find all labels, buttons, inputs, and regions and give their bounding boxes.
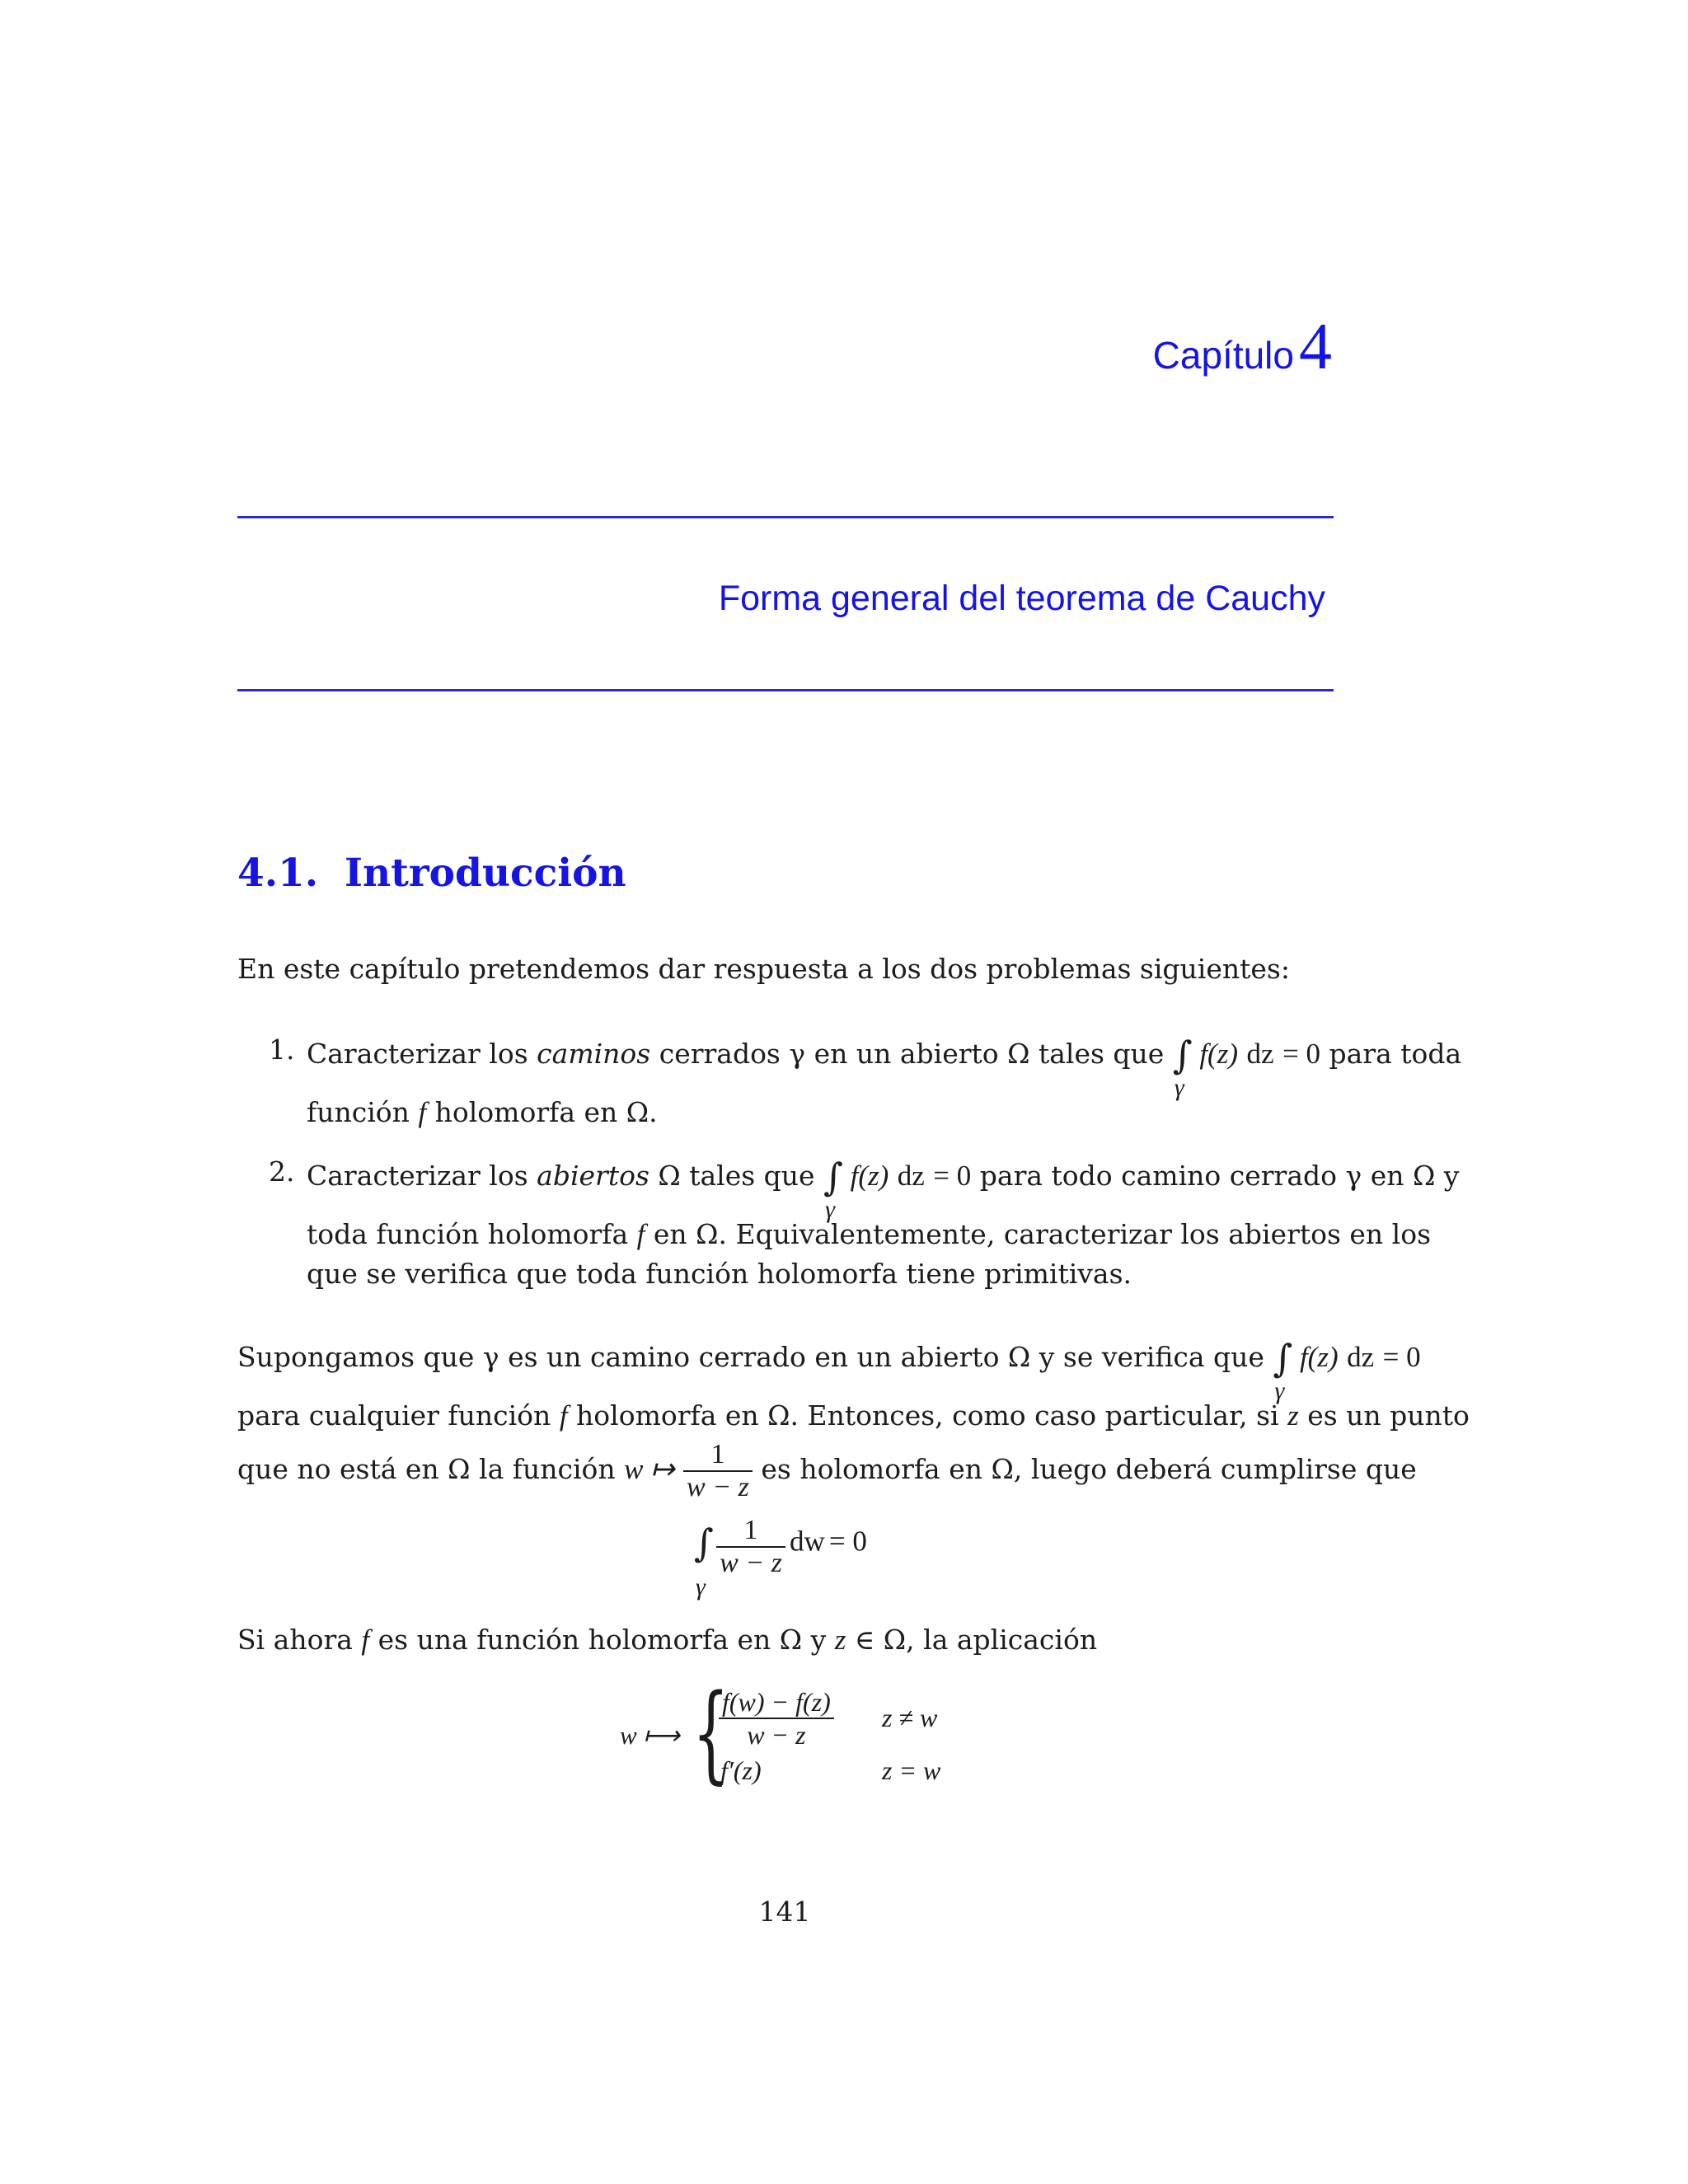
fraction-one-over-w-minus-z: $\frac{1}{w - z}$: [683, 1439, 753, 1503]
integral-sign: ∫ γ: [1173, 1030, 1191, 1074]
list-item-1-line-2: función f holomorfa en Ω.: [307, 1096, 658, 1128]
display-equation-2: [615, 1672, 961, 1797]
condition-1: z ≠ w: [882, 1703, 938, 1732]
left-brace: {: [692, 1672, 729, 1795]
chapter-number: 4: [1299, 311, 1332, 383]
section-title: Introducción: [345, 851, 626, 896]
page-number: 141: [758, 1896, 811, 1928]
emphasis-abiertos: abiertos: [537, 1160, 649, 1192]
integral-sign: ∫ γ: [823, 1152, 842, 1196]
list-item-2-line-3: que se verifica que toda función holomorfa tiene primitivas.: [307, 1258, 1132, 1290]
bottom-rule: [237, 689, 1334, 691]
list-item-2-marker: 2.: [269, 1155, 295, 1188]
math-dz: dz: [1246, 1038, 1274, 1070]
math-maps-short: w ↦: [624, 1453, 675, 1485]
paragraph-1-line-1: Supongamos que γ es un camino cerrado en un abierto Ω y se verifica que ∫ γ f(z) dz = 0: [237, 1333, 1421, 1377]
math-fz: f(z): [1199, 1038, 1238, 1070]
paragraph-1-line-3: que no está en Ω la función w ↦ $\frac{1}{w - z}$ es holomorfa en Ω, luego deberá cumplirse que: [237, 1439, 1417, 1502]
integral-sign: ∫ γ: [694, 1520, 714, 1601]
fraction-one-over-w-minus-z: $\frac{1}{w - z}$: [716, 1515, 785, 1579]
math-maps-long: w ⟼: [620, 1721, 680, 1750]
section-heading: [237, 851, 626, 896]
paragraph-1-line-2: para cualquier función f holomorfa en Ω. Entonces, como caso particular, si z es un punto: [237, 1399, 1470, 1432]
display-equation-1: ∫ γ $\frac{1}{w - z}$ dw = 0: [694, 1515, 867, 1601]
integral-subscript: γ: [825, 1196, 835, 1223]
integral-subscript: γ: [1274, 1377, 1285, 1404]
paragraph-2: Si ahora f es una función holomorfa en Ω y z ∈ Ω, la aplicación: [237, 1624, 1098, 1656]
list-item-2-line-1: Caracterizar los abiertos Ω tales que ∫ γ f(z) dz = 0 para todo camino cerrado γ en Ω y: [307, 1152, 1459, 1196]
integral-subscript: γ: [1174, 1074, 1184, 1101]
list-item-1-marker: 1.: [269, 1033, 295, 1066]
list-item-1-line-1: Caracterizar los caminos cerrados γ en un abierto Ω tales que ∫ γ f(z) dz = 0 para toda: [307, 1030, 1461, 1074]
integral-sign: ∫ γ: [1273, 1333, 1291, 1377]
emphasis-caminos: caminos: [537, 1038, 651, 1070]
chapter-title: Forma general del teorema de Cauchy: [718, 579, 1325, 618]
list-item-2-line-2: toda función holomorfa f en Ω. Equivalentemente, caracterizar los abiertos en los: [307, 1218, 1432, 1250]
top-rule: [237, 516, 1334, 518]
integral-subscript: γ: [696, 1572, 706, 1601]
condition-2: z = w: [882, 1755, 941, 1785]
chapter-label: [1153, 310, 1332, 385]
section-number: 4.1.: [237, 851, 319, 896]
math-eq0: = 0: [1282, 1038, 1321, 1070]
intro-paragraph: En este capítulo pretendemos dar respuesta a los dos problemas siguientes:: [237, 953, 1290, 985]
fraction-difference-quotient: $\frac{f(w) - f(z)}{w - z}$: [719, 1686, 834, 1750]
math-fprime: f′(z): [720, 1755, 762, 1785]
chapter-word: Capítulo: [1152, 334, 1294, 377]
